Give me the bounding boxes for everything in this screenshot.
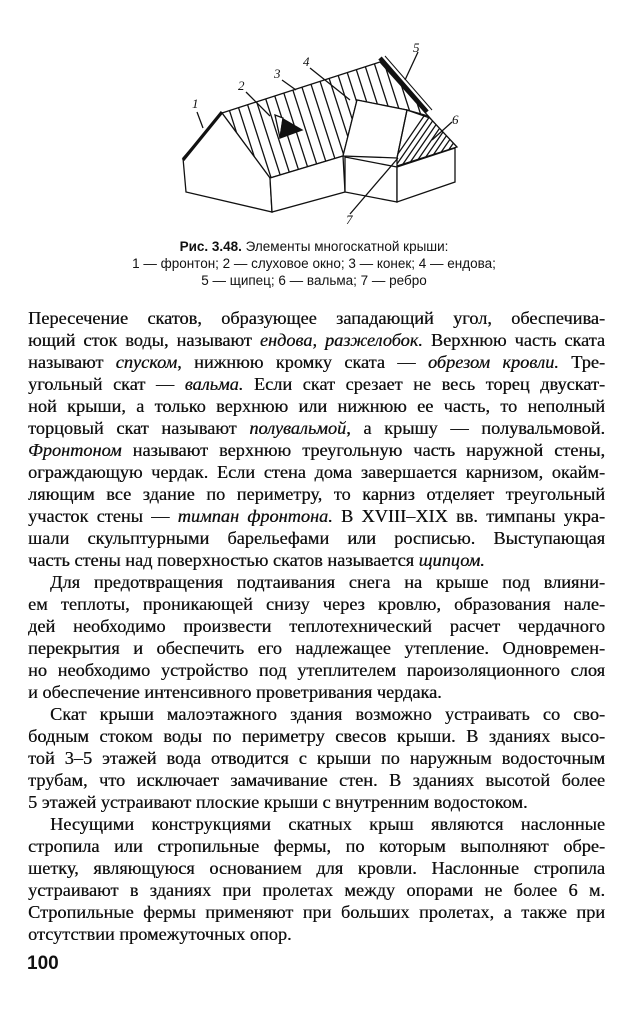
text-line — [28, 681, 605, 703]
text-line — [28, 307, 605, 329]
text-line — [28, 703, 605, 725]
term-italic: вальма. — [184, 374, 244, 394]
figure-legend-line-2: 5 — щипец; 6 — вальма; 7 — ребро — [201, 273, 427, 288]
text-line — [28, 439, 605, 461]
label-2: 2 — [238, 78, 245, 93]
term-italic: спуском — [115, 352, 178, 372]
text-segment: отсутствии промежуточных опор. — [28, 924, 292, 944]
text-line — [28, 593, 605, 615]
text-line — [28, 791, 605, 813]
dormer-window-dark — [280, 119, 302, 138]
text-line — [28, 527, 605, 549]
text-segment: Верхнюю часть ската — [422, 330, 605, 350]
text-segment: , нижнюю кромку ската — — [177, 352, 428, 372]
text-line — [28, 813, 605, 835]
text-segment: стропила или стропильные фермы, по которым выполняют обре- — [28, 836, 605, 856]
text-line — [28, 417, 605, 439]
text-segment: часть стены над поверхностью скатов называется — [28, 550, 419, 570]
text-segment: , а крышу — полувальмовой. — [346, 418, 605, 438]
text-segment: В XVIII–XIX вв. тимпаны укра- — [332, 506, 605, 526]
gable-ridge-outline — [385, 56, 432, 110]
text-segment: шетку, являющуюся основанием для кровли. Наслонные стропила — [28, 858, 605, 878]
hatch-line — [464, 100, 519, 180]
cross-wing-gable — [343, 100, 407, 158]
leader-line-4 — [310, 68, 350, 100]
text-line — [28, 769, 605, 791]
leader-line-5 — [405, 52, 418, 80]
text-segment: называют верхнюю треугольную часть наружной стены, — [121, 440, 605, 460]
roof-diagram — [0, 0, 628, 235]
figure-legend-line-1: 1 — фронтон; 2 — слуховое окно; 3 — конек; 4 — ендова; — [132, 256, 496, 271]
text-segment: трубам, что исключает замачивание стен. В зданиях высотой более — [28, 770, 605, 790]
text-segment: ющий сток воды, называют — [28, 330, 260, 350]
text-segment: шали скульптурными барельефами или росписью. Выступающая — [28, 528, 605, 548]
text-line — [28, 637, 605, 659]
term-italic: полувальмой — [249, 418, 347, 438]
label-5: 5 — [413, 40, 420, 55]
text-line — [28, 549, 605, 571]
text-line — [28, 395, 605, 417]
text-segment: но необходимо устройство под утеплителем пароизоляционного слоя — [28, 660, 605, 680]
text-line — [28, 879, 605, 901]
wing-wall — [345, 157, 397, 202]
text-segment: Если скат срезает не весь торец двускат- — [243, 374, 605, 394]
text-segment: участок стены — — [28, 506, 178, 526]
text-segment: торцовый скат называют — [28, 418, 250, 438]
text-line — [28, 351, 605, 373]
text-segment: Стропильные фермы применяют при больших пролетах, а также при — [28, 902, 605, 922]
label-1: 1 — [192, 96, 199, 111]
text-segment: Для предотвращения подтаивания снега на крыше под влияни- — [50, 572, 605, 592]
hatch-line — [470, 100, 525, 180]
text-segment: 5 этажей устраивают плоские крыши с внутренним водостоком. — [28, 792, 528, 812]
text-segment: Тре- — [558, 352, 605, 372]
text-line — [28, 615, 605, 637]
front-wall — [270, 156, 345, 212]
page-number: 100 — [27, 953, 59, 974]
text-line — [28, 329, 605, 351]
text-line — [28, 835, 605, 857]
term-italic: обрезом кровли. — [427, 352, 559, 372]
label-6: 6 — [452, 112, 459, 127]
text-segment: ной крыши, а только верхнюю или нижнюю ее часть, то неполный — [28, 396, 605, 416]
body-text — [28, 307, 605, 945]
text-segment: ляющим все здание по периметру, то карниз отделяет треугольный — [28, 484, 605, 504]
text-segment: перекрытия и обеспечить его надлежащее утепление. Одновремен- — [28, 638, 605, 658]
text-line — [28, 373, 605, 395]
text-segment: Пересечение скатов, образующее западающий угол, обеспечива- — [28, 308, 605, 328]
hatch-line — [458, 100, 513, 180]
hatch-line — [452, 100, 507, 180]
label-7: 7 — [346, 212, 353, 227]
text-segment: называют — [28, 352, 116, 372]
text-segment: дей необходимо произвести теплотехнический расчет чердачного — [28, 616, 605, 636]
leader-line-3 — [282, 80, 296, 90]
text-segment: Несущими конструкциями скатных крыш являются наслонные — [50, 814, 605, 834]
text-line — [28, 505, 605, 527]
text-segment: ограждающую чердак. Если стена дома завершается карнизом, окайм- — [28, 462, 605, 482]
leader-line-6 — [432, 122, 452, 140]
text-segment: той 3–5 этажей вода отводится с крыши по наружным водосточным — [28, 748, 605, 768]
figure-caption-title — [0, 238, 628, 255]
figure-number: Рис. 3.48. — [179, 239, 242, 254]
term-italic: тимпан фронтона. — [177, 506, 333, 526]
text-line — [28, 461, 605, 483]
text-line — [28, 483, 605, 505]
text-line — [28, 923, 605, 945]
text-segment: и обеспечение интенсивного проветривания чердака. — [28, 682, 442, 702]
term-italic: Фронтоном — [28, 440, 122, 460]
text-line — [28, 857, 605, 879]
text-line — [28, 901, 605, 923]
leader-line-1 — [197, 112, 203, 128]
text-line — [28, 747, 605, 769]
text-line — [28, 725, 605, 747]
gable-wall — [183, 113, 272, 212]
label-3: 3 — [274, 66, 281, 81]
text-line — [28, 659, 605, 681]
term-italic: щипцом. — [418, 550, 485, 570]
text-segment: устраивают в зданиях при пролетах между опорами не более 6 м. — [28, 880, 605, 900]
figure-title: Элементы многоскатной крыши: — [245, 239, 449, 254]
text-segment: Скат крыши малоэтажного здания возможно устраивать со сво- — [50, 704, 605, 724]
text-segment: бодным стоком воды по периметру свесов крыши. В зданиях высо- — [28, 726, 605, 746]
label-4: 4 — [303, 54, 310, 69]
text-line — [28, 571, 605, 593]
text-segment: угольный скат — — [28, 374, 185, 394]
term-italic: ендова, разжелобок. — [259, 330, 423, 350]
text-segment: ем теплоты, проникающей снизу через кровлю, образования нале- — [28, 594, 605, 614]
